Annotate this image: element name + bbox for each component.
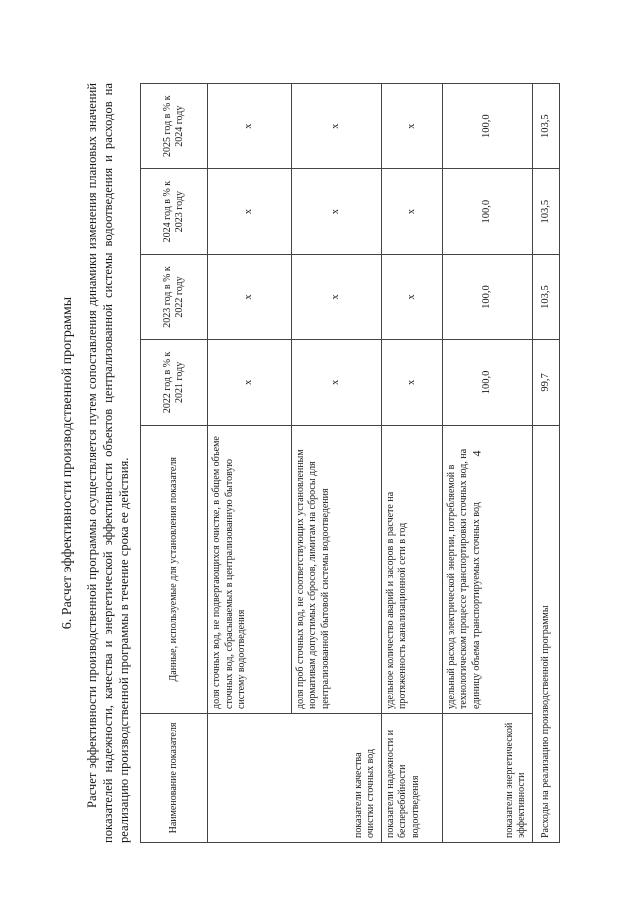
intro-paragraph <box>84 83 132 843</box>
group-reliability: показатели надежности и бесперебойности водоотведения <box>381 713 442 842</box>
header-name: Наименование показателя <box>141 713 208 842</box>
cell-2024: х <box>291 169 381 254</box>
cell-2024: х <box>208 169 292 254</box>
cell-2022: х <box>381 340 442 425</box>
cell-2025: х <box>291 84 381 169</box>
cell-2024: х <box>381 169 442 254</box>
cell-2025: х <box>208 84 292 169</box>
group-energy: показатели энергетической эффективности <box>442 713 532 842</box>
page-number: 4 <box>469 450 484 457</box>
table-row <box>208 84 292 843</box>
intro-text: Расчет эффективности производственной программы осуществляется путем сопоставления динамики изменения плановых значений показателей надежности, качества и энергетической эффективности объектов централизованной системы водоотведения и расходов на реализацию производственной программы в течение срока ее действия. <box>85 83 131 843</box>
row-data: доля проб сточных вод, не соответствующих установленным нормативам допустимых сбросов, лимитам на сбросы для централизованной бытовой системы водоотведения <box>291 425 381 713</box>
cell-2022: х <box>208 340 292 425</box>
header-2022: 2022 год в % к 2021 году <box>141 340 208 425</box>
cell-2022: 99,7 <box>532 340 559 425</box>
header-2024: 2024 год в % к 2023 году <box>141 169 208 254</box>
header-2023: 2023 год в % к 2022 году <box>141 254 208 339</box>
row-data: доля сточных вод, не подвергающихся очистке, в общем объеме сточных вод, сбрасываемых в централизованную бытовую систему водоотведения <box>208 425 292 713</box>
row-data: удельное количество аварий и засоров в расчете на протяженность канализационной сети в год <box>381 425 442 713</box>
cell-2025: х <box>381 84 442 169</box>
section-title: 6. Расчет эффективности производственной программы <box>60 296 75 630</box>
table-header-row <box>141 84 208 843</box>
efficiency-table <box>140 83 560 843</box>
table-row <box>442 84 532 843</box>
expenses-label: Расходы на реализацию производственной программы <box>532 425 559 842</box>
cell-2024: 100,0 <box>442 169 532 254</box>
header-data: Данные, используемые для установления показателя <box>141 425 208 713</box>
row-data: удельный расход электрической энергии, потребляемой в технологическом процессе транспортировки сточных вод, на единицу объема транспортируемых сточных вод <box>442 425 532 713</box>
table-row-expenses <box>532 84 559 843</box>
table-row <box>381 84 442 843</box>
cell-2022: 100,0 <box>442 340 532 425</box>
header-2025: 2025 год в % к 2024 году <box>141 84 208 169</box>
cell-2025: 103,5 <box>532 84 559 169</box>
cell-2022: х <box>291 340 381 425</box>
group-quality: показатели качества очистки сточных вод <box>208 713 382 842</box>
cell-2025: 100,0 <box>442 84 532 169</box>
cell-2023: х <box>381 254 442 339</box>
cell-2024: 103,5 <box>532 169 559 254</box>
cell-2023: 100,0 <box>442 254 532 339</box>
cell-2023: х <box>208 254 292 339</box>
cell-2023: 103,5 <box>532 254 559 339</box>
cell-2023: х <box>291 254 381 339</box>
rotated-page-content <box>60 83 560 843</box>
